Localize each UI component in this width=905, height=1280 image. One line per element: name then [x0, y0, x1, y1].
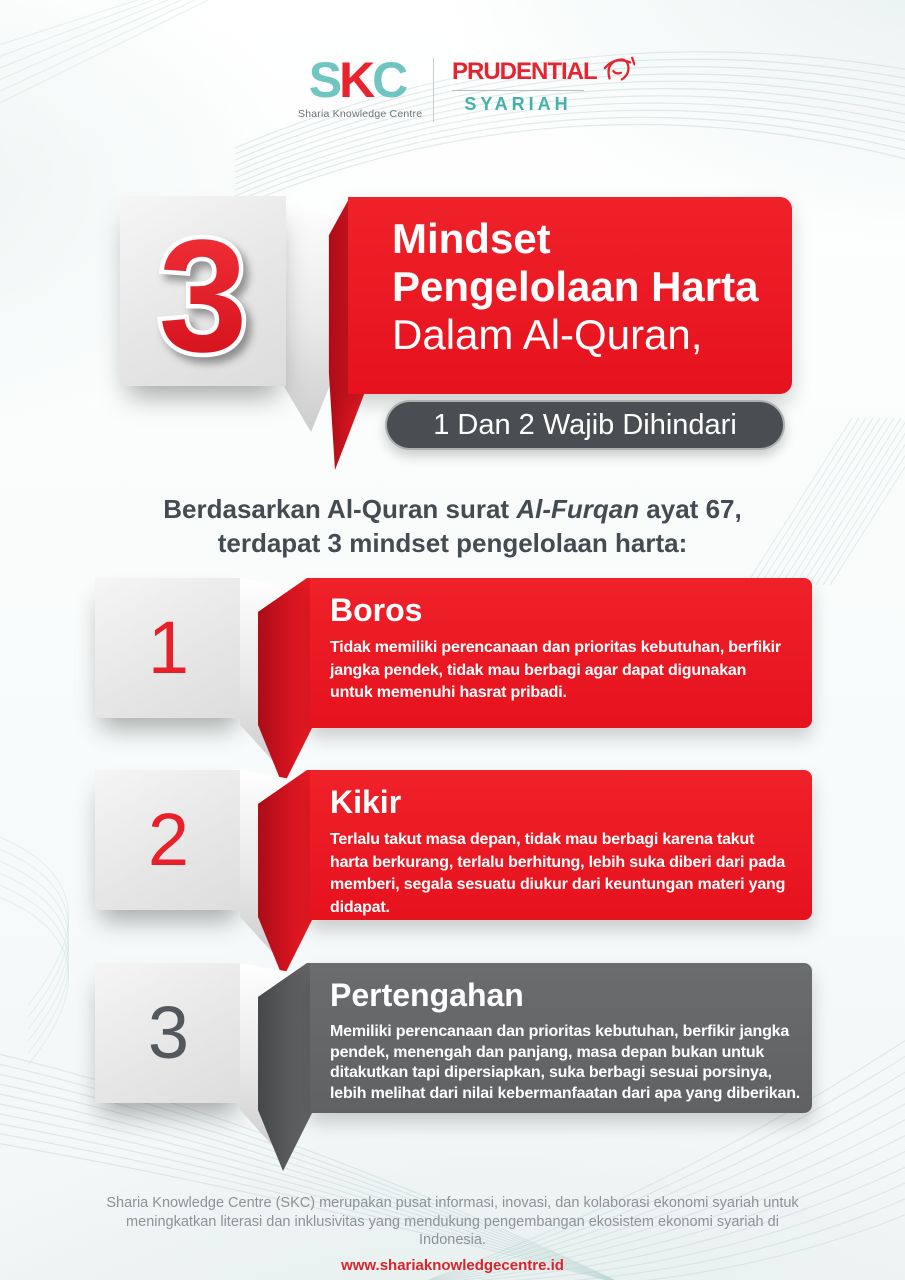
- skc-logo: [298, 52, 423, 120]
- footer-website-link[interactable]: www.shariaknowledgecentre.id: [341, 1256, 564, 1274]
- prudential-syariah-logo: [452, 60, 627, 115]
- card-description: Tidak memiliki perencanaan dan prioritas kebutuhan, berfikir jangka pendek, tidak mau berbagi agar dapat digunakan untuk memenuhi hasrat pribadi.: [330, 639, 781, 701]
- hero-number-box: [120, 196, 286, 386]
- footer-description: Sharia Knowledge Centre (SKC) merupakan pusat informasi, inovasi, dan kolaborasi ekonomi syariah untuk meningkatkan literasi dan inklusivitas yang mendukung pengembangan ekosistem ekonomi syariah di Indonesia.: [106, 1195, 799, 1248]
- syariah-label: SYARIAH: [464, 94, 572, 114]
- skc-letter-c: C: [372, 52, 406, 108]
- hero-title-line2: Pengelolaan Harta: [392, 263, 759, 310]
- card-banner-fold: [256, 578, 312, 786]
- card-banner-fold: [256, 770, 312, 978]
- card-number-box: [95, 963, 242, 1103]
- prudential-wordmark: PRUDENTIAL: [452, 58, 597, 85]
- svg-text:3: 3: [158, 206, 248, 379]
- hero-banner: [348, 197, 792, 394]
- hero-badge: 1 Dan 2 Wajib Dihindari: [385, 400, 785, 450]
- mindset-card-kikir: [0, 770, 905, 985]
- card-description: Memiliki perencanaan dan prioritas kebutuhan, berfikir jangka pendek, menengah dan panjang, masa depan bukan untuk ditakutkan tapi dipersiapkan, suka berbagi sesuai porsinya, lebih melihat dari nilai kebermanfaatan dari apa yang diberikan.: [330, 1023, 801, 1102]
- card-description: Terlalu takut masa depan, tidak mau berbagi karena takut harta berkurang, terlalu berhitung, lebih suka diberi dari pada memberi, segala sesuatu diukur dari keuntungan materi yang didapat.: [330, 831, 786, 916]
- card-number: 3: [147, 991, 190, 1074]
- intro-line2: terdapat 3 mindset pengelolaan harta:: [217, 528, 688, 558]
- intro-text: [0, 492, 905, 560]
- card-banner: [310, 963, 812, 1113]
- mindset-card-pertengahan: [0, 963, 905, 1178]
- prudence-face-icon: [601, 54, 635, 86]
- card-number-box: [95, 770, 242, 910]
- header-logos: [0, 50, 905, 140]
- card-banner-fold: [256, 963, 312, 1171]
- skc-logo-caption: Sharia Knowledge Centre: [298, 108, 423, 120]
- card-number-box: [95, 578, 242, 718]
- footer: [0, 1194, 905, 1274]
- card-number: 2: [147, 798, 190, 881]
- skc-letter-k: K: [339, 52, 373, 108]
- hero-title-line3: Dalam Al-Quran,: [392, 311, 703, 358]
- skc-letter-s: S: [308, 52, 340, 108]
- card-number: 1: [147, 606, 190, 689]
- prudential-logo-divider-line: [452, 90, 584, 91]
- card-banner: [310, 770, 812, 920]
- hero-title-line1: Mindset: [392, 215, 551, 262]
- intro-line1: Berdasarkan Al-Quran surat Al-Furqan ayat 67,: [163, 494, 742, 524]
- mindset-card-boros: [0, 578, 905, 793]
- card-title: Pertengahan: [330, 977, 524, 1013]
- card-banner: [310, 578, 812, 728]
- logo-divider: [433, 58, 434, 122]
- card-title: Kikir: [330, 784, 402, 820]
- card-title: Boros: [330, 592, 423, 628]
- skc-logo-letters: [298, 54, 416, 106]
- hero-big-number: [128, 203, 278, 379]
